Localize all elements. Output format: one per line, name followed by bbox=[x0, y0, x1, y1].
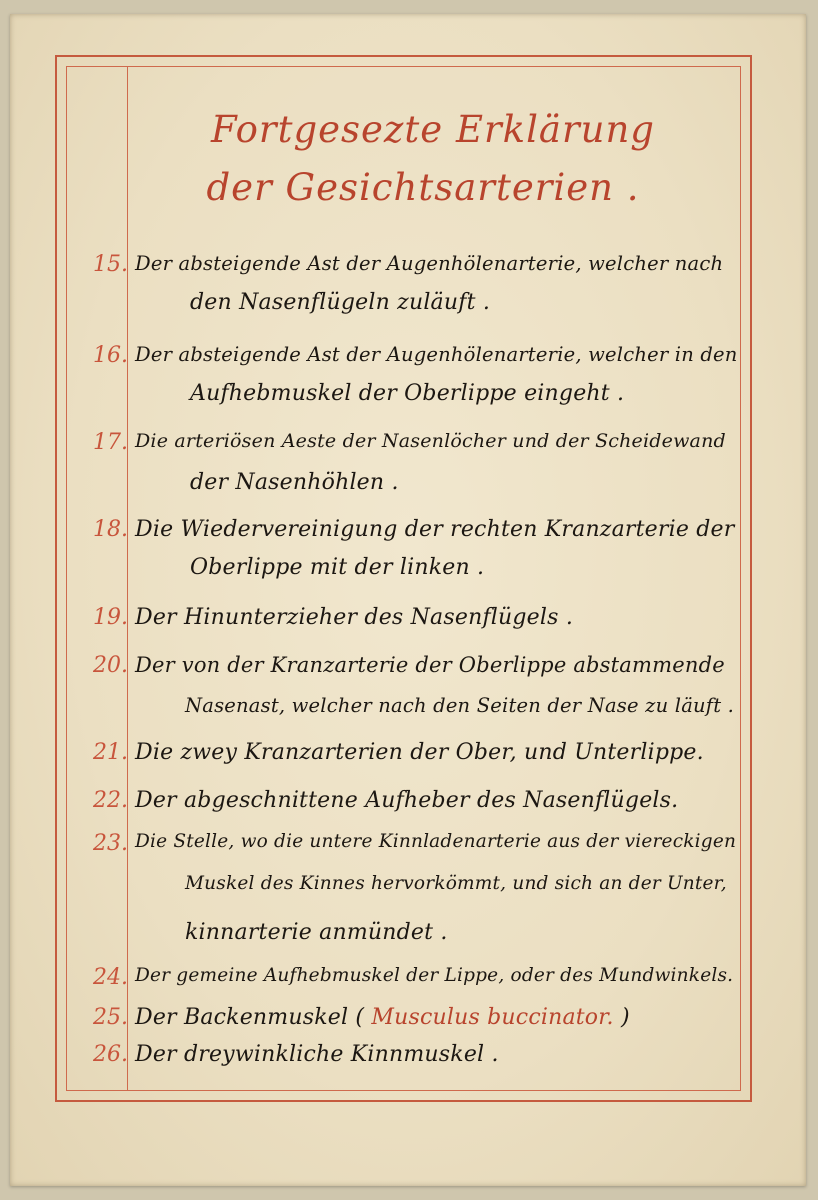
entry-number: 23. bbox=[93, 831, 128, 856]
entry-number: 22. bbox=[93, 788, 128, 813]
entry-line bbox=[135, 1005, 630, 1030]
entry-line: Nasenast, welcher nach den Seiten der Nase zu läuft . bbox=[185, 694, 735, 717]
entry-number: 25. bbox=[93, 1005, 128, 1030]
entry-line: Der Hinunterzieher des Nasenflügels . bbox=[135, 605, 574, 630]
entry-line: Muskel des Kinnes hervorkömmt, und sich an der Unter, bbox=[185, 873, 727, 894]
entry-number: 18. bbox=[93, 517, 128, 542]
entry-line: Die Stelle, wo die untere Kinnladenarterie aus der viereckigen bbox=[135, 831, 737, 852]
entry-line: den Nasenflügeln zuläuft . bbox=[190, 290, 491, 315]
entry-number: 26. bbox=[93, 1042, 128, 1067]
entry-number: 15. bbox=[93, 252, 128, 277]
entry-number: 19. bbox=[93, 605, 128, 630]
entry-line: Aufhebmuskel der Oberlippe eingeht . bbox=[190, 381, 625, 406]
entry-line: Der von der Kranzarterie der Oberlippe abstammende bbox=[135, 653, 725, 677]
entry-line: Der absteigende Ast der Augenhölenarterie, welcher in den bbox=[135, 343, 738, 366]
entry-line: Oberlippe mit der linken . bbox=[190, 555, 485, 580]
entry-line: Die Wiedervereinigung der rechten Kranzarterie der bbox=[135, 517, 735, 542]
entry-line: kinnarterie anmündet . bbox=[185, 920, 448, 945]
entry-number: 24. bbox=[93, 965, 128, 990]
margin-rule bbox=[127, 66, 128, 1091]
entry-number: 17. bbox=[93, 430, 128, 455]
entry-line: Der abgeschnittene Aufheber des Nasenflügels. bbox=[135, 788, 679, 813]
page-title: Fortgesezte Erklärung bbox=[210, 108, 655, 151]
entry-number: 16. bbox=[93, 343, 128, 368]
entry-line: Der gemeine Aufhebmuskel der Lippe, oder des Mundwinkels. bbox=[135, 965, 734, 986]
entry-number: 21. bbox=[93, 740, 128, 765]
latin-term: Musculus buccinator. bbox=[371, 1005, 614, 1030]
entry-line: Der dreywinkliche Kinnmuskel . bbox=[135, 1042, 499, 1067]
entry-line: Der absteigende Ast der Augenhölenarterie, welcher nach bbox=[135, 252, 724, 275]
closing-paren: ) bbox=[620, 1005, 630, 1030]
page-subtitle: der Gesichtsarterien . bbox=[206, 166, 640, 209]
entry-line: der Nasenhöhlen . bbox=[190, 470, 399, 495]
entry-line: Die arteriösen Aeste der Nasenlöcher und der Scheidewand bbox=[135, 430, 726, 452]
entry-line: Die zwey Kranzarterien der Ober, und Unterlippe. bbox=[135, 740, 704, 765]
entry-number: 20. bbox=[93, 653, 128, 678]
entry-text: Der Backenmuskel ( bbox=[135, 1005, 365, 1030]
